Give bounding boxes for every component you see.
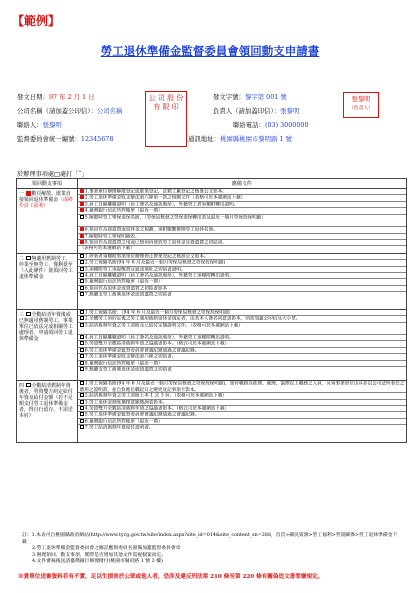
document-text: 5.解散時勞工舉保退保名冊，（勞保局核發之勞保退保轉出表及最近一個月勞保投保明細） [84, 215, 266, 221]
document-text: 4.員工自願離職證明（員工簽名及通訊地址），外籍勞工須檢附轉出證明。 [84, 273, 234, 279]
document-checkbox[interactable] [80, 240, 84, 244]
document-checkbox[interactable] [80, 419, 84, 423]
document-text: 9.無繼支勞工舊制退休金或資遣費之切結書 [84, 367, 172, 373]
document-text: 6.領回作為資遣費或退休金之規劃，須附繳應辦理勞工退休名冊。 [84, 227, 218, 233]
section-item [17, 380, 78, 442]
document-checkbox[interactable] [80, 425, 84, 429]
document-checkbox[interactable] [80, 254, 84, 258]
section-label: 數頁解散、歇業 [31, 191, 66, 197]
legal-warning: ※貴單位送審資料若有不實，足以生損害於公眾或他人者，恐涉及違反刑法第 210 條至第 220 條有關偽造文書罪嫌規定。 [18, 574, 324, 580]
section-checkbox[interactable] [26, 256, 31, 261]
document-text: 4.臺灣銀行信託所對帳單（最近一期） [84, 208, 163, 214]
document-checkbox[interactable] [80, 400, 84, 404]
document-text: （表格可於本處網站下載） [79, 246, 135, 252]
document-checkbox[interactable] [80, 267, 84, 271]
company-seal: 公 司 股 份 有 限 印 [145, 91, 187, 147]
document-text: 5.勞工退休準備金監督委員會會議紀錄通過之會議紀錄。 [84, 413, 200, 419]
page-title: 勞工退休準備金監督委員會領回動支申請書 [100, 44, 320, 58]
required-documents [77, 253, 406, 309]
note-item: 4.文件審核後送請臺灣銀行辦理撥付(桃園市縣府路 1 號 3 樓) [32, 559, 163, 565]
document-item [78, 367, 406, 373]
column-header-item: 領回動支事項 [17, 179, 78, 189]
document-checkbox[interactable] [80, 227, 84, 231]
document-checkbox[interactable] [80, 354, 84, 358]
document-checkbox[interactable] [80, 323, 84, 327]
company-name: 公司名稱（請加蓋公印信）：公司名稱 [17, 107, 123, 115]
document-text: 1.事業單位辦理解散登記或歇業登記，註銷工廠登記之核准公文影本。 [84, 189, 227, 195]
section-number: 一 [19, 191, 24, 197]
document-checkbox[interactable] [80, 381, 84, 385]
document-item [78, 425, 406, 431]
section-label: 全數結清年資後或已無適用舊制勞工，事業單位已依法完成相關勞工處理者， [19, 311, 73, 336]
section-checkbox[interactable] [26, 191, 31, 196]
document-text: 1.停業者須檢附事業單位辦理停止營業登記之核准公文影本。 [84, 254, 209, 260]
document-checkbox[interactable] [80, 189, 84, 193]
section-item [17, 189, 78, 254]
document-checkbox[interactable] [80, 286, 84, 290]
document-text: 6.勞工退休準備金監督委員會會議紀錄通過之會議紀錄。 [84, 348, 200, 354]
document-text: 2.勞工保險名冊(94 年 6 月及最近一個月勞保局核發之勞保投保明細) [84, 260, 226, 266]
doc-number: 發文字號：黎字第 001 號 [213, 93, 287, 101]
document-text: 2.全體勞工須約定後之勞工適用舊制退休金規定者，由其本人簽名同意書影本，則需加蓋公印信及大小章。 [84, 316, 301, 322]
document-checkbox[interactable] [80, 260, 84, 264]
document-text: 6.領回作為退休金或資遣費之切結書影本 [84, 286, 168, 292]
document-item [78, 246, 406, 252]
document-text: 8.臺灣銀行信託所對帳單（最近一期） [84, 361, 163, 367]
document-checkbox[interactable] [80, 234, 84, 238]
table-caption: 於辦理事項處□處打「ˇ」 [17, 171, 88, 178]
document-checkbox[interactable] [80, 341, 84, 345]
document-checkbox[interactable] [80, 367, 84, 371]
table-row [17, 309, 407, 380]
document-checkbox[interactable] [80, 215, 84, 219]
document-item [78, 215, 406, 228]
note-item: 2.勞工退休準備金監督委員會之圖記應與委員名冊備加蓋監督委員會章 [32, 546, 181, 552]
column-header-docs: 應備文件 [77, 179, 406, 189]
section-label-detail: 直接領回退休準備金 [19, 191, 71, 203]
table-row [17, 253, 407, 309]
document-text: 8.領回作為資遣費之用或已無須再發放勞工退休金及資遣費之切結書。 [84, 240, 227, 246]
document-text: 3.須檢附勞工須提醒費及通訊地址之切結書證明。 [84, 267, 186, 273]
required-documents [77, 380, 406, 442]
document-text: 3.勞工退休金制度選擇意願徵詢表影本。 [84, 400, 168, 406]
document-text: 1.勞工保險名冊(94 年 6 月及最近一個月勞保局核發之勞保投保明細)，加有職務為經理、副理、協理以上職務之人員，另須事業單位出具非以公司法所委任之聘用之證明書，並自負擔任職起日之變更登記事項卡影本。 [79, 381, 405, 393]
section-label-detail: 欲領回勞工退休準備金 [19, 267, 73, 280]
section-item [17, 309, 78, 380]
document-checkbox[interactable] [80, 279, 84, 283]
section-checkbox[interactable] [26, 312, 31, 317]
section-checkbox[interactable] [26, 383, 31, 388]
section-label: 全數結清舊制年資後者，勞資雙方約定給付年資及給付金額（若不足額支付勞工退休準備金者，得自行留存，不需送本府） [19, 382, 73, 419]
document-checkbox[interactable] [80, 208, 84, 212]
section-label: 無適用舊制勞工，停業至無勞工，僅剩臺至（入此條件） [19, 255, 73, 274]
required-documents [77, 309, 406, 380]
document-checkbox[interactable] [80, 406, 84, 410]
document-text: 7.勞工結清舊制年資給付證明書。 [84, 425, 154, 431]
document-text: 2.勞工退休準備金收支辦法第六條第一款之相關文件（表格可於本處網站下載） [84, 196, 246, 202]
document-checkbox[interactable] [80, 412, 84, 416]
document-checkbox[interactable] [80, 348, 84, 352]
contact-person: 聯絡人：張黎明 [17, 121, 62, 129]
section-label-detail: 申請領回勞工退休準備金 [19, 329, 73, 342]
table-row [17, 189, 407, 254]
document-text: 7.無繼支勞工舊制退休金或資遣費之切結書 [84, 292, 172, 298]
table-row [17, 380, 407, 442]
requirements-table [16, 178, 407, 443]
section-item [17, 253, 78, 309]
document-text: 4.勞資雙方全數結清舊制年資之協議書影本。（格式可於本處網站下載） [84, 406, 230, 412]
required-documents [77, 189, 406, 254]
document-item [78, 381, 406, 394]
document-text: 3.員工自願離職證明（員工簽名及通訊地址），外籍勞工者須檢附轉出證明。 [84, 202, 239, 208]
document-checkbox[interactable] [80, 310, 84, 314]
document-text: 4.員工自願離職證明（員工簽名及通訊地址），外籍勞工須檢附轉出證明。 [84, 335, 234, 341]
document-checkbox[interactable] [80, 202, 84, 206]
document-checkbox[interactable] [80, 316, 84, 320]
section-number: 四 [19, 382, 24, 389]
contact-phone: 聯絡電話：(03) 3000000 [233, 121, 309, 129]
document-checkbox[interactable] [80, 292, 84, 296]
notes [22, 533, 402, 566]
document-checkbox[interactable] [80, 273, 84, 277]
document-item [78, 323, 406, 336]
note-item: 註：1.本表可自桃園縣政府網站(http://www.tycg.gov.tw/site/index.aspx?site_id=014&site_content_sn=288，首頁>縣民資源>勞工福利>勞資關係>勞工退休準備金下載 [22, 533, 398, 545]
representative: 負責人（請加蓋印信）：張黎明 [213, 107, 300, 115]
document-checkbox[interactable] [80, 393, 84, 397]
document-text: 2.結清舊制年資之勞工清冊上本 1 式 3 份。（表格可於本處網站下載） [84, 394, 228, 400]
document-checkbox[interactable] [80, 195, 84, 199]
example-tag: 【範例】 [12, 14, 61, 28]
document-text: 5.勞資雙方全數結清舊制年資之協議書影本。（格式可於本處網站下載） [84, 342, 230, 348]
section-number: 三 [19, 311, 24, 318]
document-item [78, 292, 406, 298]
document-checkbox[interactable] [80, 361, 84, 365]
section-label-note: （或移作員工福利） [19, 197, 73, 209]
doc-date: 發文日期：97 年 2 月 1 日 [17, 93, 95, 101]
document-text: 7.解散時勞工舉保明細表。 [84, 234, 140, 240]
committee-id: 監督委員會統一編號：12345678 [17, 135, 114, 143]
section-number: 二 [19, 255, 24, 262]
document-text: 5.臺灣銀行信託所對帳單（最近一期） [84, 279, 163, 285]
document-text: 1.勞工保險名冊：（94 年 6 月及最近一個月勞保局核發之勞保投保明細） [84, 310, 234, 316]
representative-seal: 張黎明 （負責人） [343, 92, 379, 118]
document-checkbox[interactable] [80, 335, 84, 339]
document-text: 3.結清舊制年資之勞工清冊及已給付定額證明文件。（表格可於本處網站下載） [84, 323, 243, 329]
document-text: 6.臺灣銀行信託所對帳單（最近一期） [84, 419, 163, 425]
document-text: 7.勞工退休準備金收支辦法第六條之切結書。 [84, 354, 177, 360]
mailing-address: 通訊地址：桃園縣桃園市黎明路 1 號 [188, 135, 292, 143]
note-item: 3.辦理領回、動支事項，實際是否增加其他文件需視個案而定。 [32, 552, 167, 558]
